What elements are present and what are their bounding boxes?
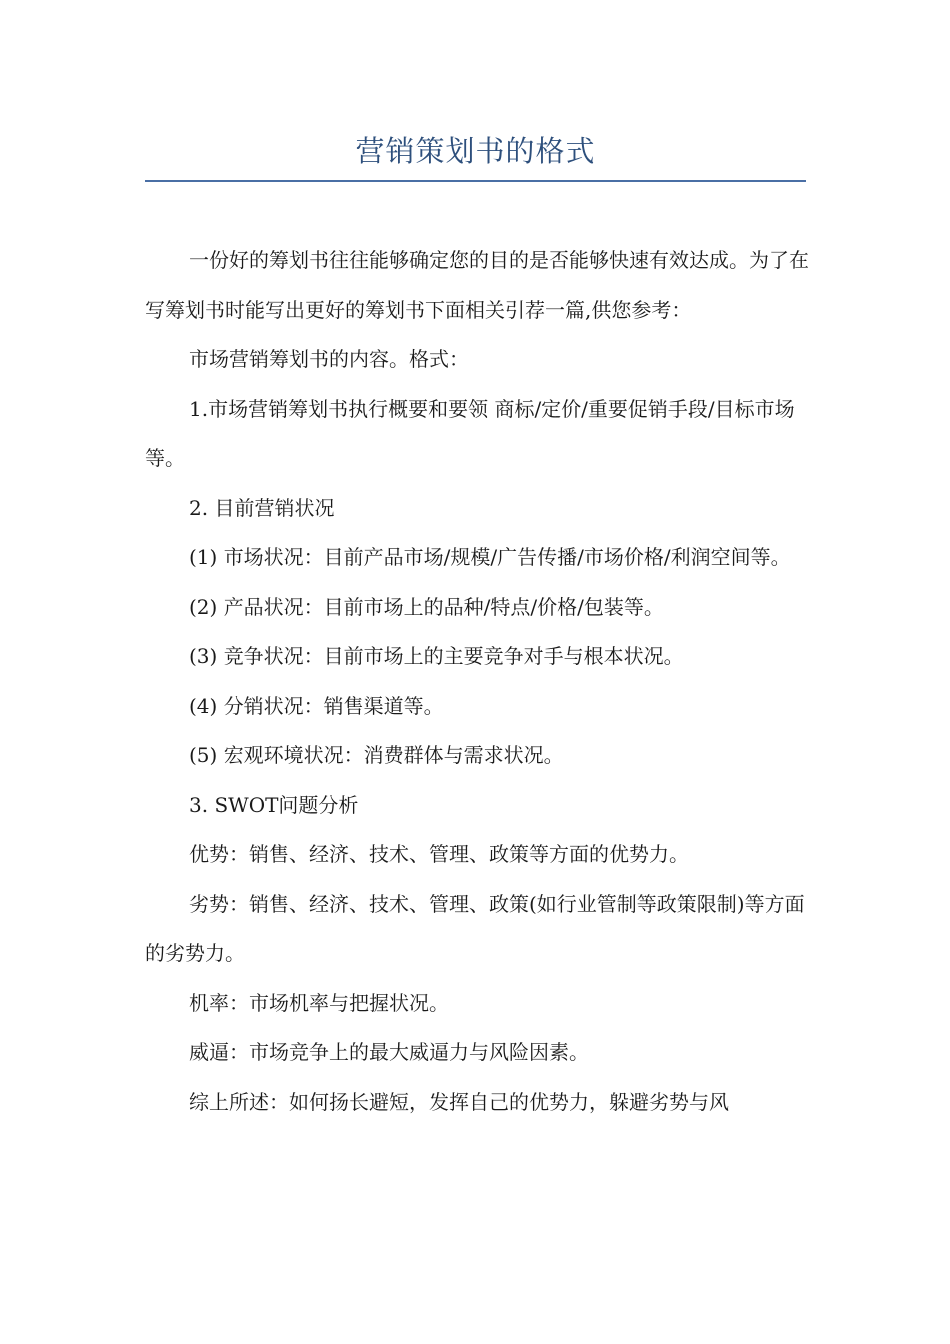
paragraph-threats: 威逼：市场竞争上的最大威逼力与风险因素。 [189,1040,589,1064]
paragraph-content-format: 市场营销筹划书的内容。格式： [189,347,469,371]
paragraph-item-2: 2. 目前营销状况 [189,495,335,520]
document-title: 营销策划书的格式 [355,134,596,168]
paragraph-product-status: (2) 产品状况：目前市场上的品种/特点/价格/包装等。 [189,594,664,619]
paragraph-competition-status: (3) 竞争状况：目前市场上的主要竞争对手与根本状况。 [189,644,684,668]
paragraph-item-1: 1.市场营销筹划书执行概要和要领 商标/定价/重要促销手段/目标市场等。 [145,396,795,470]
paragraph-opportunities: 机率：市场机率与把握状况。 [189,990,449,1015]
paragraph-market-status: (1) 市场状况：目前产品市场/规模/广告传播/市场价格/利润空间等。 [189,545,791,569]
paragraph-summary: 综上所述：如何扬长避短，发挥自己的优势力，躲避劣势与风 [189,1089,729,1114]
paragraph-strengths: 优势：销售、经济、技术、管理、政策等方面的优势力。 [189,842,689,866]
paragraph-item-3: 3. SWOT问题分析 [189,792,359,817]
title-underline [145,180,806,182]
paragraph-weaknesses: 劣势：销售、经济、技术、管理、政策(如行业管制等政策限制)等方面的劣势力。 [145,891,805,965]
document-body [145,236,817,1127]
paragraph-distribution-status: (4) 分销状况：销售渠道等。 [189,693,444,718]
paragraph-intro: 一份好的筹划书往往能够确定您的目的是否能够快速有效达成。为了在写筹划书时能写出更好的筹划书下面相关引荐一篇,供您参考： [145,248,809,322]
paragraph-macro-status: (5) 宏观环境状况：消费群体与需求状况。 [189,743,564,767]
